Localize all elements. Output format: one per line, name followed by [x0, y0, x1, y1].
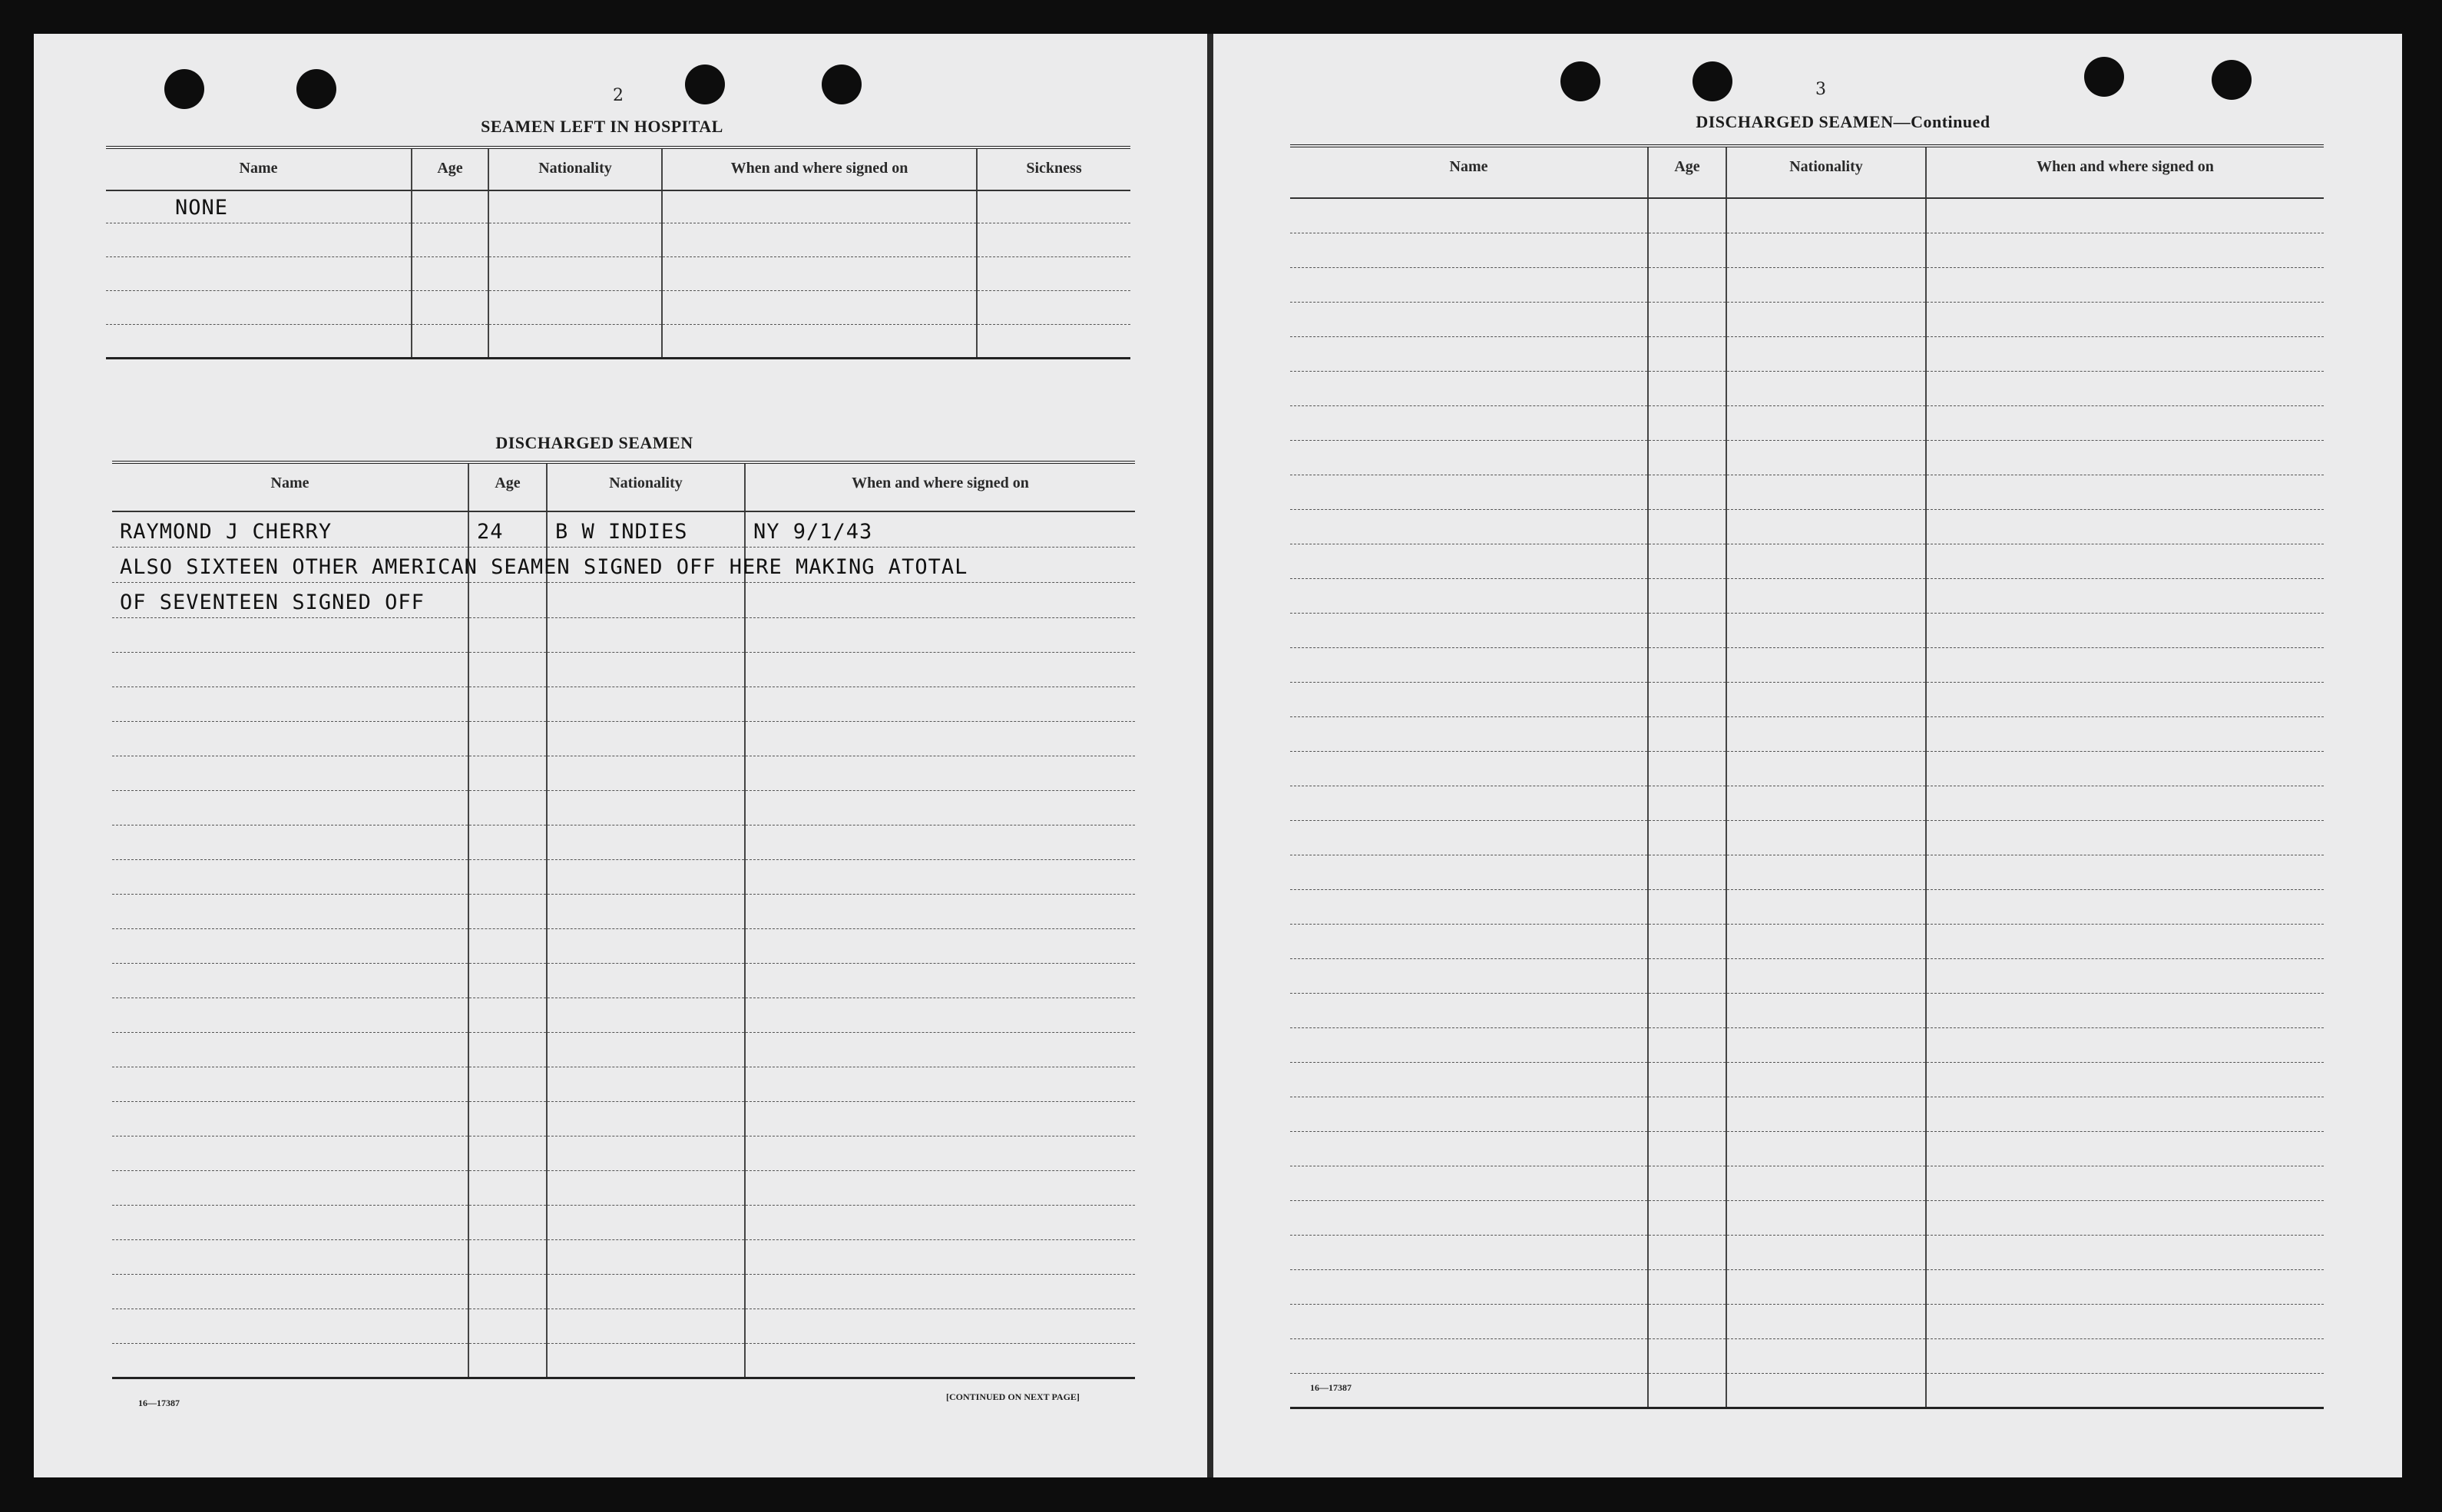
column-header-nationality: Nationality: [488, 147, 662, 190]
column-header-nationality: Nationality: [547, 462, 745, 511]
hospital-entry: NONE: [106, 190, 412, 223]
seaman-signed-on: NY 9/1/43: [745, 511, 1135, 547]
table-row: [112, 511, 1135, 547]
column-header-name: Name: [112, 462, 468, 511]
column-header-signed-on: When and where signed on: [1926, 146, 2324, 198]
punch-hole: [1560, 61, 1600, 101]
discharged-table: [112, 461, 1135, 1379]
discharged-continued-title: DISCHARGED SEAMEN—Continued: [1696, 112, 1990, 131]
column-header-signed-on: When and where signed on: [745, 462, 1135, 511]
punch-hole: [2212, 60, 2252, 100]
form-code: 16—17387: [1310, 1382, 1352, 1393]
page-number: 3: [1815, 80, 1826, 99]
page-gutter: [1207, 34, 1213, 1477]
punch-hole: [164, 69, 204, 109]
column-header-name: Name: [106, 147, 412, 190]
discharged-continued-table: [1290, 144, 2324, 1409]
note-line-2: OF SEVENTEEN SIGNED OFF: [112, 582, 468, 617]
column-header-sickness: Sickness: [977, 147, 1130, 190]
column-header-age: Age: [412, 147, 488, 190]
hospital-section-title: SEAMEN LEFT IN HOSPITAL: [481, 117, 723, 136]
form-code: 16—17387: [138, 1398, 180, 1408]
table-row: [112, 547, 1135, 582]
punch-hole: [685, 65, 725, 104]
punch-hole: [822, 65, 862, 104]
column-header-name: Name: [1290, 146, 1648, 198]
punch-hole: [296, 69, 336, 109]
left-page: [34, 34, 1207, 1477]
seaman-age: 24: [468, 511, 547, 547]
seaman-nationality: B W INDIES: [547, 511, 745, 547]
page-number: 2: [613, 86, 624, 105]
continued-note: [CONTINUED ON NEXT PAGE]: [946, 1391, 1080, 1402]
column-header-signed-on: When and where signed on: [662, 147, 977, 190]
punch-hole: [1693, 61, 1732, 101]
column-header-age: Age: [1648, 146, 1726, 198]
punch-hole: [2084, 57, 2124, 97]
hospital-table: [106, 146, 1130, 359]
right-page: [1213, 34, 2402, 1477]
column-header-nationality: Nationality: [1726, 146, 1926, 198]
seaman-name: RAYMOND J CHERRY: [112, 511, 468, 547]
table-row: [112, 582, 1135, 617]
note-line-1: ALSO SIXTEEN OTHER AMERICAN SEAMEN SIGNED OFF HERE MAKING ATOTAL: [112, 547, 468, 582]
column-header-age: Age: [468, 462, 547, 511]
discharged-section-title: DISCHARGED SEAMEN: [495, 433, 693, 452]
